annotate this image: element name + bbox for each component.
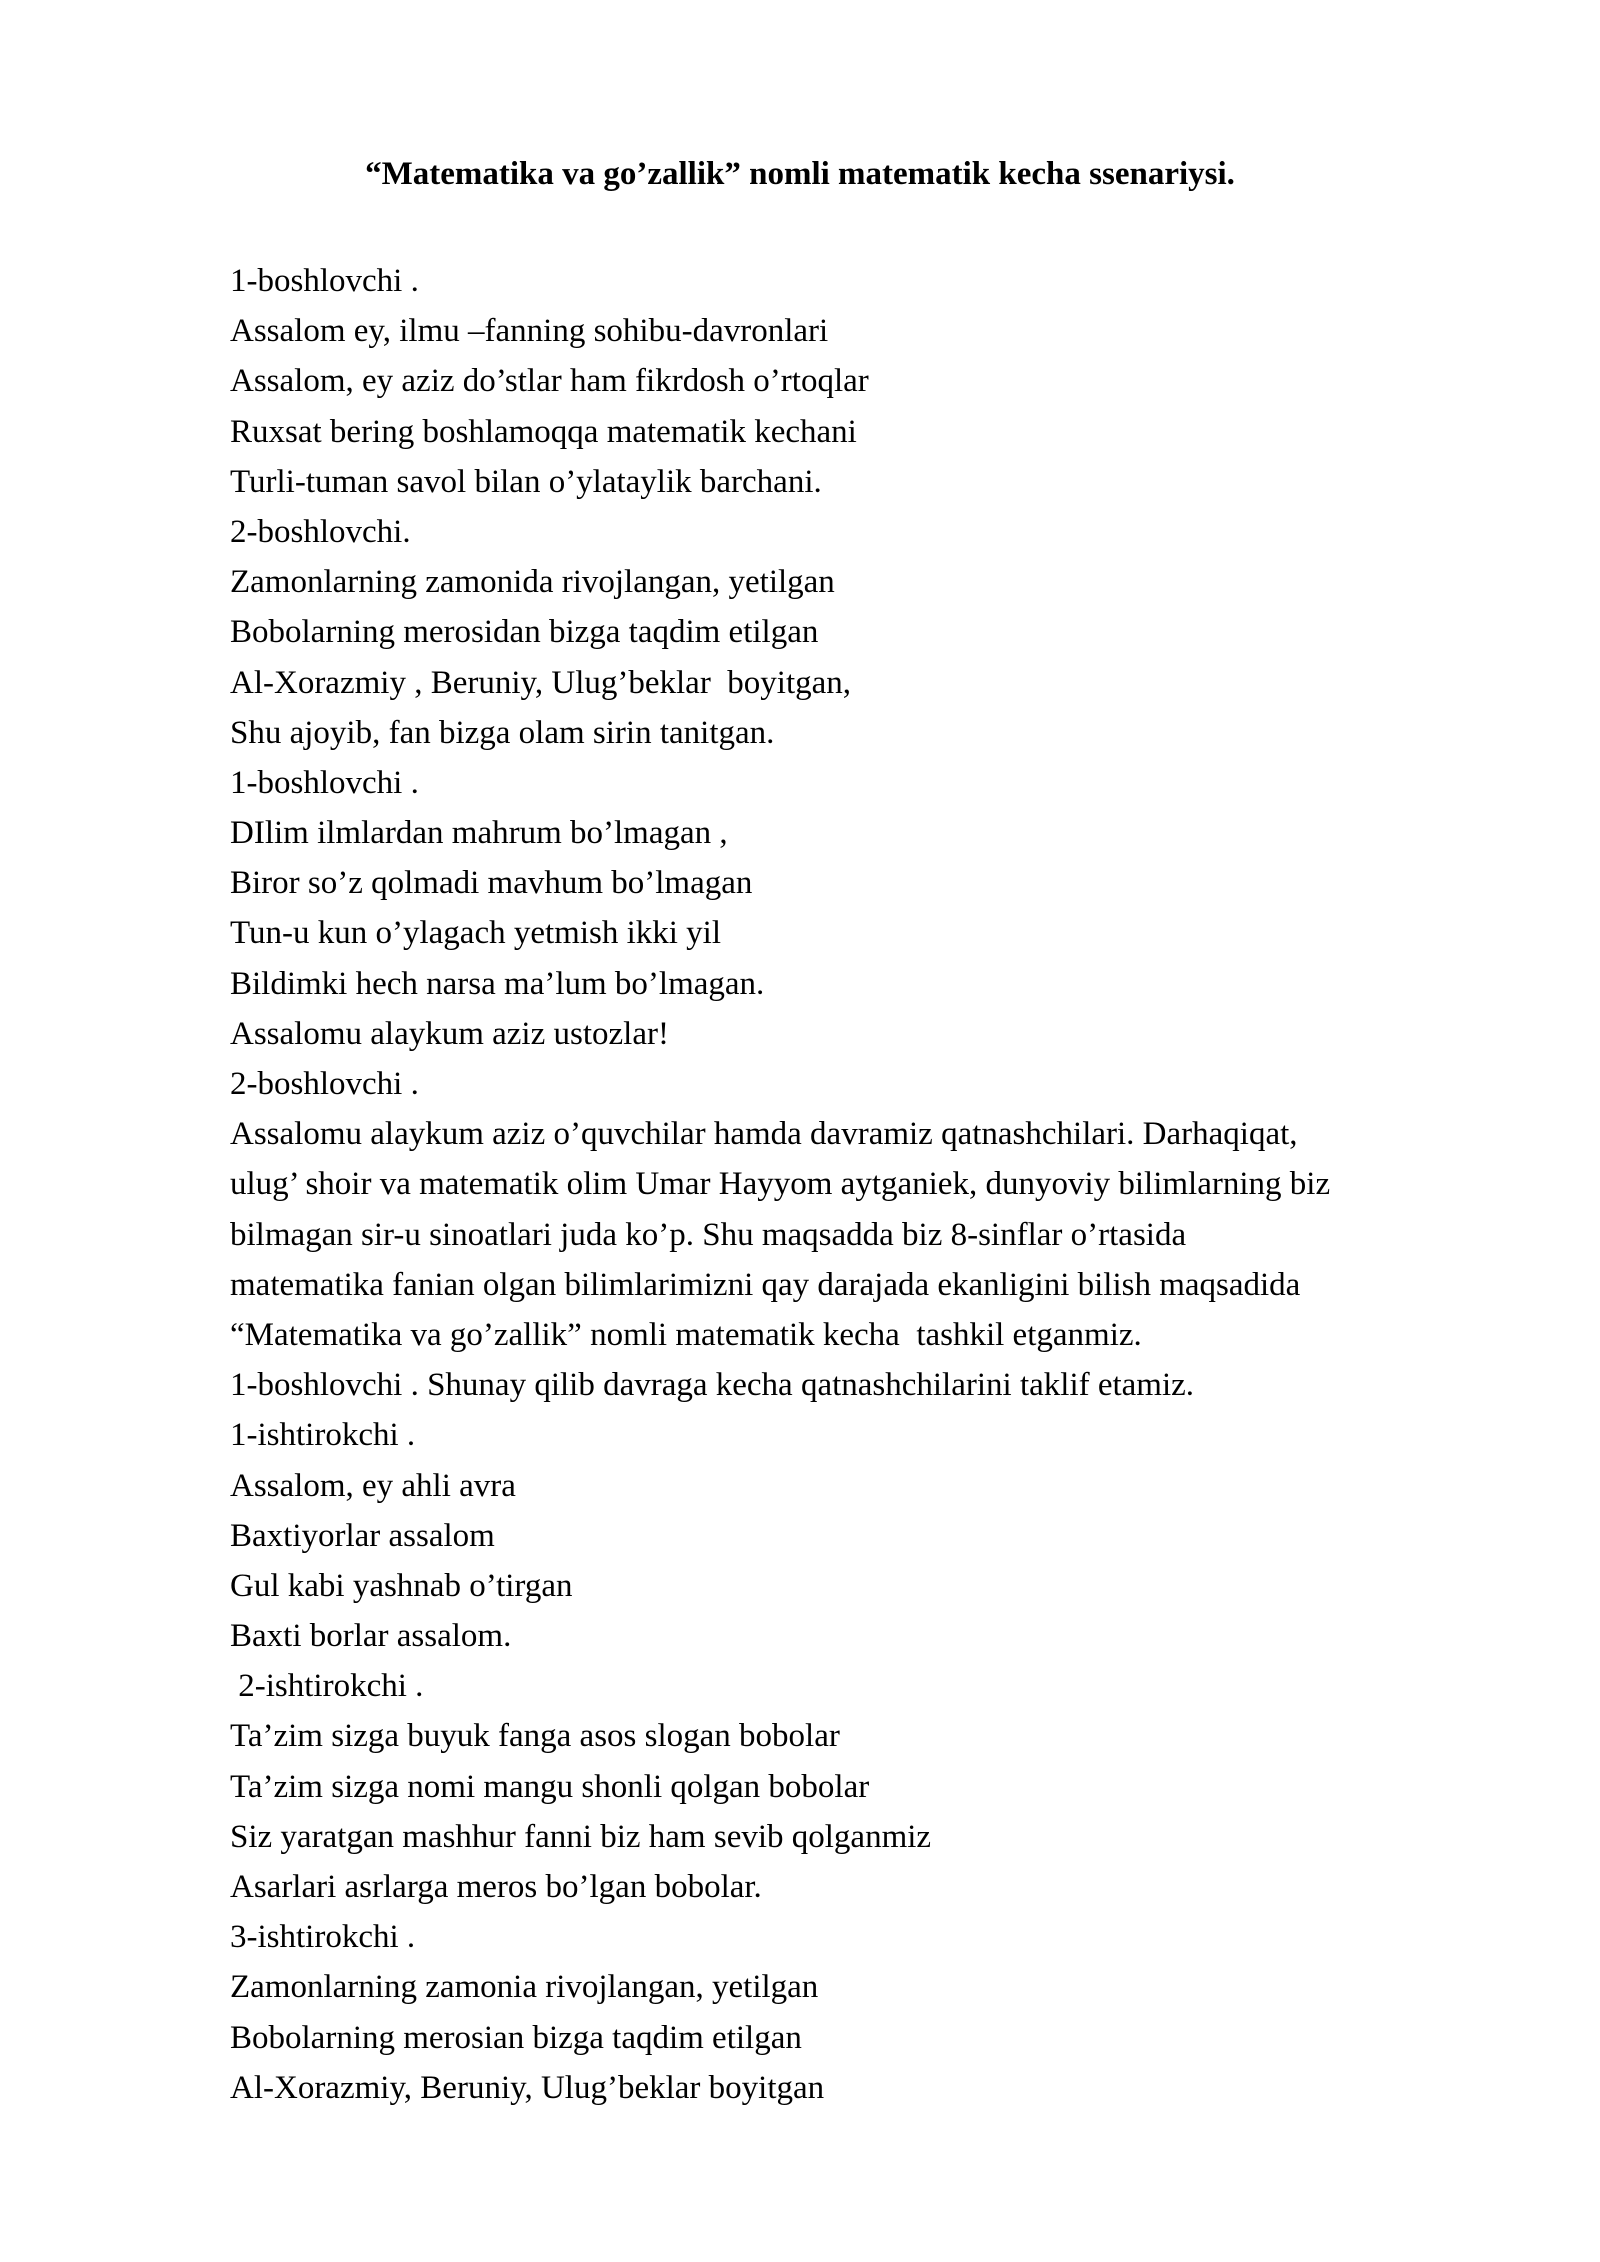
- text-line: bilmagan sir-u sinoatlari juda ko’p. Shu maqsadda biz 8-sinflar o’rtasida: [230, 1216, 1187, 1253]
- text-line: Asarlari asrlarga meros bo’lgan bobolar.: [230, 1869, 762, 1905]
- text-line: 2-boshlovchi .: [230, 1066, 419, 1102]
- text-line: matematika fanian olgan bilimlarimizni qay darajada ekanligini bilish maqsadida: [230, 1266, 1301, 1303]
- document-title: “Matematika va go’zallik” nomli matematik kecha ssenariysi.: [365, 156, 1235, 192]
- text-line: Bildimki hech narsa ma’lum bo’lmagan.: [230, 965, 765, 1002]
- text-line: ulug’ shoir va matematik olim Umar Hayyom aytganiek, dunyoviy bilimlarning biz: [230, 1166, 1331, 1203]
- text-line: DIlim ilmlardan mahrum bo’lmagan ,: [230, 815, 728, 852]
- text-line: Baxti borlar assalom.: [230, 1618, 512, 1655]
- text-line: Biror so’z qolmadi mavhum bo’lmagan: [230, 865, 753, 902]
- text-line: Gul kabi yashnab o’tirgan: [230, 1567, 573, 1604]
- text-line: Ta’zim sizga nomi mangu shonli qolgan bobolar: [230, 1768, 870, 1805]
- text-line: Turli-tuman savol bilan o’ylataylik barchani.: [230, 463, 822, 500]
- text-line: Bobolarning merosian bizga taqdim etilgan: [230, 2019, 802, 2056]
- text-line: Assalom, ey ahli avra: [230, 1467, 516, 1504]
- text-line: “Matematika va go’zallik” nomli matematik kecha tashkil etganmiz.: [230, 1316, 1142, 1353]
- text-line: 3-ishtirokchi .: [230, 1919, 416, 1956]
- text-line: Assalomu alaykum aziz ustozlar!: [230, 1015, 669, 1052]
- text-line: Bobolarning merosidan bizga taqdim etilgan: [230, 614, 819, 651]
- text-line: Assalom, ey aziz do’stlar ham fikrdosh o’rtoqlar: [230, 363, 869, 400]
- text-line: Al-Xorazmiy , Beruniy, Ulug’beklar boyitgan,: [230, 664, 852, 701]
- text-line: Ta’zim sizga buyuk fanga asos slogan bobolar: [230, 1718, 840, 1755]
- text-line: 2-ishtirokchi .: [230, 1668, 424, 1705]
- text-line: Baxtiyorlar assalom: [230, 1517, 495, 1554]
- text-line: 1-boshlovchi .: [230, 263, 419, 299]
- text-line: Ruxsat bering boshlamoqqa matematik kechani: [230, 413, 857, 450]
- text-line: Zamonlarning zamonida rivojlangan, yetilgan: [230, 564, 835, 601]
- text-line: 1-boshlovchi . Shunay qilib davraga kecha qatnashchilarini taklif etamiz.: [230, 1367, 1195, 1404]
- text-line: Zamonlarning zamonia rivojlangan, yetilgan: [230, 1969, 819, 2006]
- text-line: Al-Xorazmiy, Beruniy, Ulug’beklar boyitgan: [230, 2069, 825, 2106]
- text-line: Tun-u kun o’ylagach yetmish ikki yil: [230, 915, 722, 952]
- text-line: Assalom ey, ilmu –fanning sohibu-davronlari: [230, 313, 829, 350]
- text-line: Assalomu alaykum aziz o’quvchilar hamda davramiz qatnashchilari. Darhaqiqat,: [230, 1116, 1298, 1153]
- text-line: 2-boshlovchi.: [230, 513, 411, 550]
- text-line: Shu ajoyib, fan bizga olam sirin tanitgan.: [230, 714, 775, 751]
- document-body: [230, 256, 1530, 2113]
- text-line: 1-ishtirokchi .: [230, 1417, 416, 1454]
- text-line: Siz yaratgan mashhur fanni biz ham sevib qolganmiz: [230, 1818, 932, 1855]
- text-line: 1-boshlovchi .: [230, 764, 419, 801]
